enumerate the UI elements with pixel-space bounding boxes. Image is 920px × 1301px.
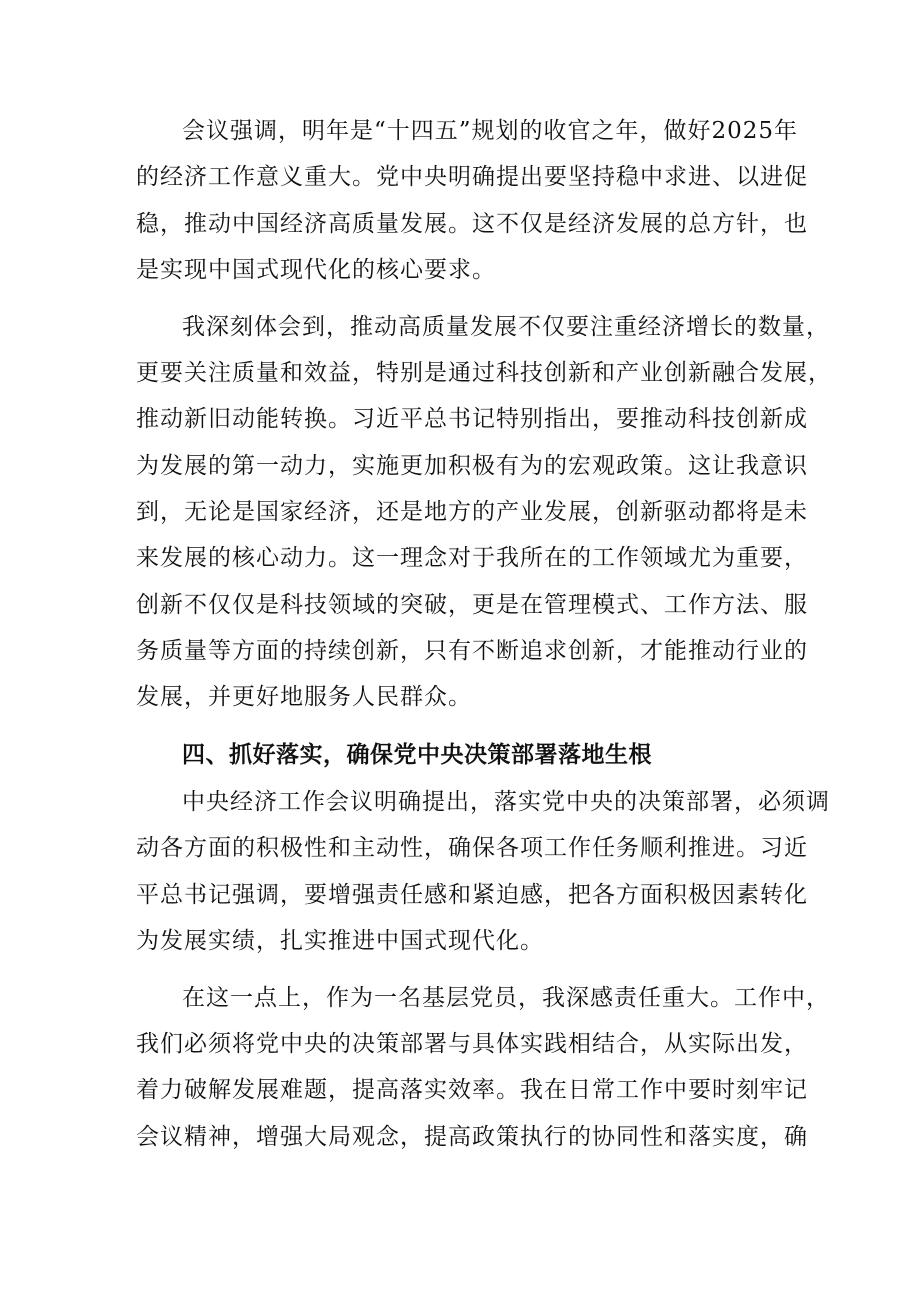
paragraph-line: 我深刻体会到，推动高质量发展不仅要注重经济增长的数量， — [182, 314, 830, 340]
paragraph-line: 创新不仅仅是科技领域的突破，更是在管理模式、工作方法、服 — [136, 592, 808, 618]
paragraph-line: 中央经济工作会议明确提出，落实党中央的决策部署，必须调 — [182, 789, 830, 815]
paragraph-line: 稳，推动中国经济高质量发展。这不仅是经济发展的总方针，也 — [136, 211, 808, 237]
paragraph-line: 动各方面的积极性和主动性，确保各项工作任务顺利推进。习近 — [136, 835, 808, 861]
paragraph-line: 我们必须将党中央的决策部署与具体实践相结合，从实际出发， — [136, 1031, 808, 1057]
paragraph-line: 平总书记强调，要增强责任感和紧迫感，把各方面积极因素转化 — [136, 882, 808, 908]
paragraph-line: 推动新旧动能转换。习近平总书记特别指出，要推动科技创新成 — [136, 406, 808, 432]
paragraph-line: 来发展的核心动力。这一理念对于我所在的工作领域尤为重要， — [136, 545, 808, 571]
paragraph-line: 会议精神，增强大局观念，提高政策执行的协同性和落实度，确 — [136, 1124, 808, 1150]
paragraph-line: 为发展实绩，扎实推进中国式现代化。 — [136, 928, 544, 954]
paragraph-line: 着力破解发展难题，提高落实效率。我在日常工作中要时刻牢记 — [136, 1077, 808, 1103]
paragraph-line: 为发展的第一动力，实施更加积极有为的宏观政策。这让我意识 — [136, 453, 808, 479]
paragraph-line: 更要关注质量和效益，特别是通过科技创新和产业创新融合发展， — [136, 360, 832, 386]
paragraph-line: 发展，并更好地服务人民群众。 — [136, 684, 472, 710]
paragraph-line: 的经济工作意义重大。党中央明确提出要坚持稳中求进、以进促 — [136, 164, 808, 190]
paragraph-line: 是实现中国式现代化的核心要求。 — [136, 257, 496, 283]
paragraph-line: 会议强调，明年是“十四五”规划的收官之年，做好2025年 — [182, 118, 799, 144]
paragraph-line: 到，无论是国家经济，还是地方的产业发展，创新驱动都将是未 — [136, 499, 808, 525]
paragraph-line: 务质量等方面的持续创新，只有不断追求创新，才能推动行业的 — [136, 638, 808, 664]
paragraph-line: 在这一点上，作为一名基层党员，我深感责任重大。工作中， — [182, 985, 830, 1011]
section-heading: 四、抓好落实，确保党中央决策部署落地生根 — [182, 742, 652, 768]
